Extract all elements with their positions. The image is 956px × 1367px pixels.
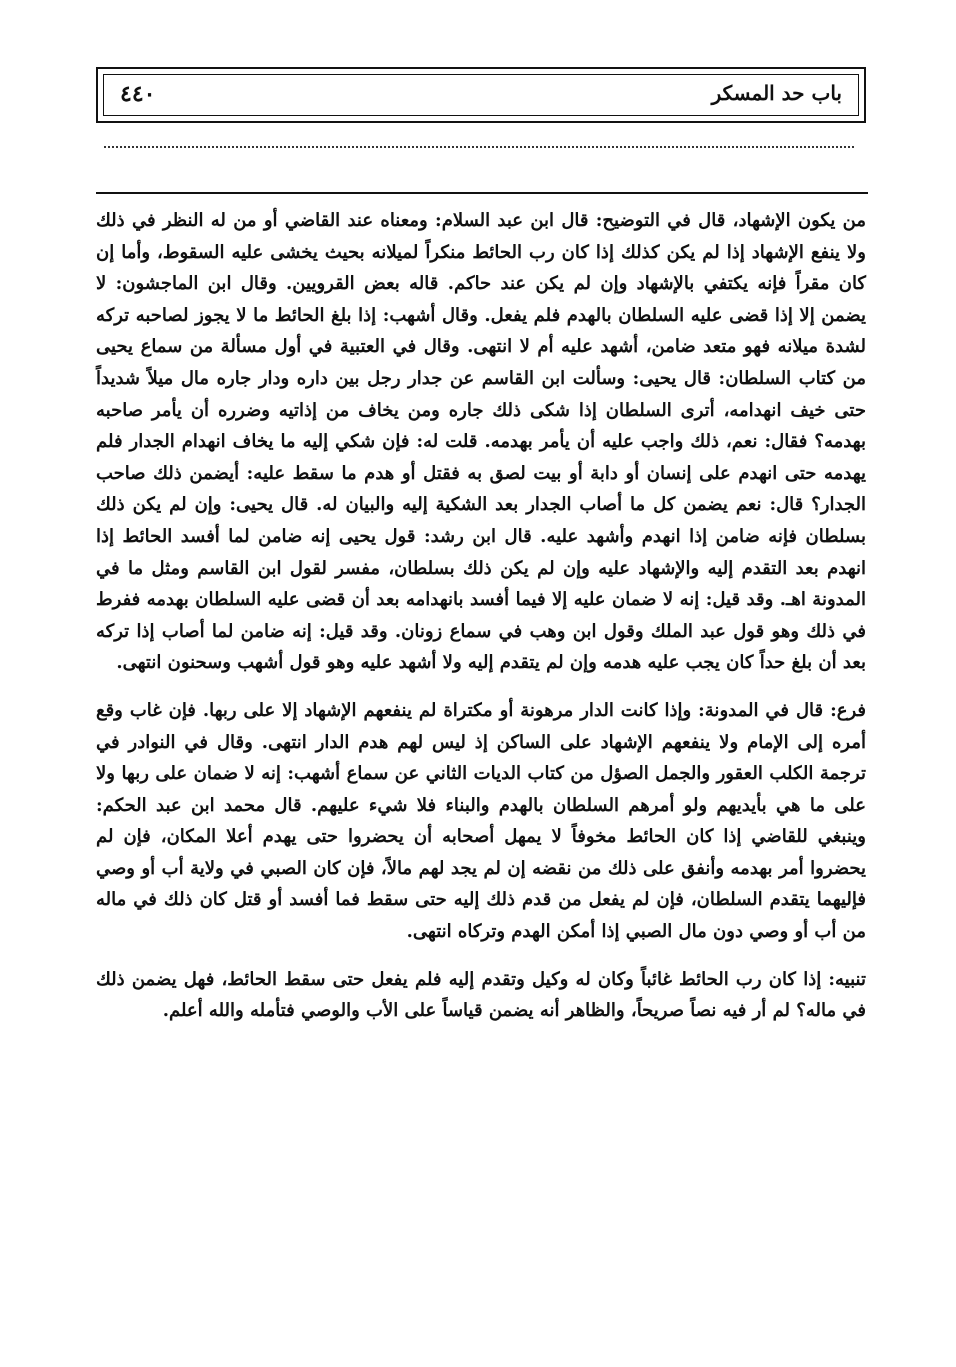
paragraph-far: فرع: قال في المدونة: وإذا كانت الدار مرهونة أو مكتراة لم ينفعهم الإشهاد إلا على ربها. فإن غاب وقع أمره إلى الإمام ولا ينفعهم الإشهاد على الساكن إذ ليس لهم هدم الدار انتهى. وقال في النوادر في ترجمة الكلب العقور والجمل الصؤل من كتاب الديات الثاني عن سماع أشهب: إنه لا ضمان على ربها ولا على ما هي بأيديهم ولو أمرهم السلطان بالهدم والبناء فلا شيء عليهم. قال محمد ابن عبد الحكم: وينبغي للقاضي إذا كان الحائط مخوفاً لا يمهل أصحابه أن يحضروا حتى يهدم أعلا المكان، فإن لم يحضروا أمر بهدمه وأنفق على ذلك من نقضه إن لم يجد لهم مالاً، فإن كان الصبي في ولاية أب أو وصي فإليهما يتقدم السلطان، فإن لم يفعل من قدم ذلك إليه حتى سقط فما أفسد أو قتل كان ذلك في ماله من أب أو وصي دون مال الصبي إذا أمكن الهدم وتركاه انتهى.	[96, 699, 866, 943]
page-header	[96, 67, 866, 123]
running-title: باب حد المسكر	[711, 81, 842, 105]
text-rule	[96, 192, 868, 194]
page-body	[96, 205, 866, 1027]
page-number: ٤٤٠	[120, 81, 156, 107]
paragraph-main: من يكون الإشهاد، قال في التوضيح: قال ابن عبد السلام: ومعناه عند القاضي أو من له النظر في ذلك ولا ينفع الإشهاد إذا لم يكن كذلك إذا كان رب الحائط منكراً لميلانه بحيث يخشى عليه السقوط، وأما إن كان مقراً فإنه يكتفي بالإشهاد وإن لم يكن عند حاكم. قاله بعض القرويين. وقال ابن الماجشون: لا يضمن إلا إذا قضى عليه السلطان بالهدم فلم يفعل. وقال أشهب: إذا بلغ الحائط ما لا يجوز لصاحبه تركه لشدة ميلانه فهو متعد ضامن، أشهد عليه أم لا انتهى. وقال في العتبية في أول مسألة من سماع يحيى من كتاب السلطان: قال يحيى: وسألت ابن القاسم عن جدار رجل بين داره ودار جاره مال ميلاً شديداً حتى خيف انهدامه، أترى السلطان إذا شكى ذلك جاره ومن يخاف من إذاتيه وضرره أن يأمر صاحبه بهدمه؟ فقال: نعم، ذلك واجب عليه أن يأمر بهدمه. قلت له: فإن شكي إليه ما يخاف انهدام الجدار فلم يهدمه حتى انهدم على إنسان أو دابة أو بيت لصق به فقتل أو هدم ما سقط عليه: أيضمن ذلك صاحب الجدار؟ قال: نعم يضمن كل ما أصاب الجدار بعد الشكية إليه والبيان له. قال يحيى: وإن لم يكن ذلك بسلطان فإنه ضامن إذا انهدم وأشهد عليه. قال ابن رشد: قول يحيى إنه ضامن لما أفسد الحائط إذا انهدم بعد التقدم إليه والإشهاد عليه وإن لم يكن ذلك بسلطان، مفسر لقول ابن القاسم ومثل ما في المدونة اهـ. وقد قيل: إنه لا ضمان عليه إلا فيما أفسد بانهدامه بعد أن قضى عليه السلطان بهدمه ففرط في ذلك وهو قول عبد الملك وقول ابن وهب في سماع زونان. وقد قيل: إنه ضامن لما أصاب إذا تركه بعد أن بلغ حداً كان يجب عليه هدمه وإن لم يتقدم إليه ولا أشهد عليه وهو قول أشهب وسحنون انتهى.	[96, 210, 866, 674]
paragraph-tanbih: تنبيه: إذا كان رب الحائط غائباً وكان له وكيل وتقدم إليه فلم يفعل حتى سقط الحائط، فهل يضمن ذلك في ماله؟ لم أر فيه نصاً صريحاً، والظاهر أنه يضمن قياساً على الأب والوصي فتأمله والله أعلم.	[96, 968, 866, 1022]
dotted-divider	[104, 146, 854, 148]
